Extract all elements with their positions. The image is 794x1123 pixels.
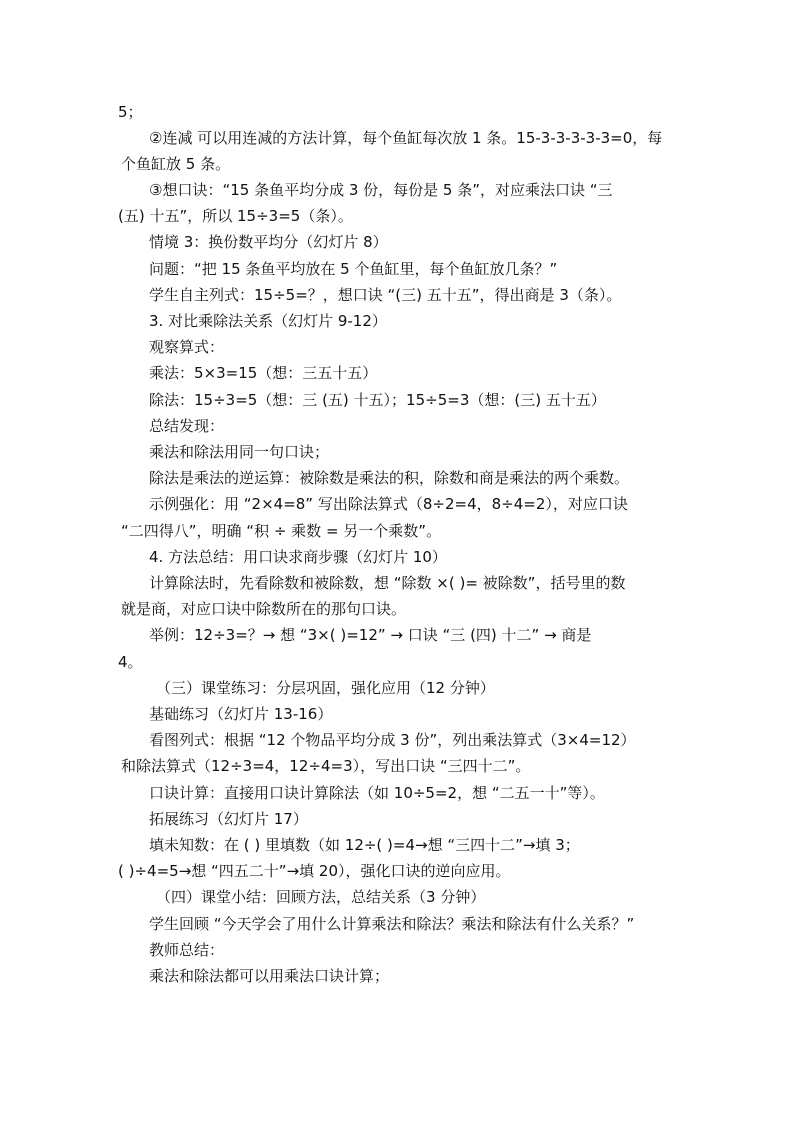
- text-line: 看图列式：根据 “12 个物品平均分成 3 份”，列出乘法算式（3×4=12）: [149, 731, 636, 749]
- text-line: 除法：15÷3=5（想：三 (五) 十五）；15÷5=3（想：(三) 五十五）: [149, 391, 606, 409]
- section-heading: 4. 方法总结：用口诀求商步骤（幻灯片 10）: [149, 548, 447, 566]
- text-line: 基础练习（幻灯片 13-16）: [149, 705, 333, 723]
- text-line: 和除法算式（12÷3=4，12÷4=3），写出口诀 “三四十二”。: [121, 757, 531, 775]
- text-line: 观察算式：: [149, 338, 225, 356]
- text-line: 填未知数：在 ( ) 里填数（如 12÷( )=4→想 “三四十二”→填 3；: [149, 836, 580, 854]
- text-line: 个鱼缸放 5 条。: [121, 155, 231, 173]
- text-line: ( )÷4=5→想 “四五二十”→填 20），强化口诀的逆向应用。: [118, 862, 511, 880]
- text-line: 5；: [118, 103, 143, 121]
- text-line: 学生自主列式：15÷5=？，想口诀 “(三) 五十五”，得出商是 3（条）。: [149, 286, 622, 304]
- section-heading: （四）课堂小结：回顾方法，总结关系（3 分钟）: [156, 888, 486, 906]
- text-line: 除法是乘法的逆运算：被除数是乘法的积，除数和商是乘法的两个乘数。: [149, 469, 630, 487]
- section-heading: （三）课堂练习：分层巩固，强化应用（12 分钟）: [156, 679, 495, 697]
- text-line: 教师总结：: [149, 941, 225, 959]
- text-line: “二四得八”，明确 “积 ÷ 乘数 = 另一个乘数”。: [121, 522, 442, 540]
- text-line: 4。: [118, 653, 143, 671]
- text-line: 示例强化：用 “2×4=8” 写出除法算式（8÷2=4，8÷4=2），对应口诀: [149, 495, 628, 513]
- text-line: 问题：“把 15 条鱼平均放在 5 个鱼缸里，每个鱼缸放几条？”: [149, 260, 558, 278]
- text-line: 拓展练习（幻灯片 17）: [149, 810, 308, 828]
- text-line: 总结发现：: [149, 417, 225, 435]
- text-line: 乘法和除法都可以用乘法口诀计算；: [149, 967, 390, 985]
- text-line: (五) 十五”，所以 15÷3=5（条）。: [118, 207, 353, 225]
- text-line: 情境 3：换份数平均分（幻灯片 8）: [149, 233, 388, 251]
- text-line: ③想口诀：“15 条鱼平均分成 3 份，每份是 5 条”，对应乘法口诀 “三: [149, 181, 613, 199]
- section-heading: 3. 对比乘除法关系（幻灯片 9-12）: [149, 312, 387, 330]
- text-line: 乘法和除法用同一句口诀；: [149, 443, 330, 461]
- text-line: ②连减 可以用连减的方法计算，每个鱼缸每次放 1 条。15-3-3-3-3-3=0，每: [149, 129, 663, 147]
- text-line: 学生回顾 “今天学会了用什么计算乘法和除法？乘法和除法有什么关系？”: [149, 915, 635, 933]
- text-line: 乘法：5×3=15（想：三五十五）: [149, 364, 378, 382]
- text-line: 计算除法时，先看除数和被除数，想 “除数 ×( )= 被除数”，括号里的数: [149, 574, 626, 592]
- text-line: 口诀计算：直接用口诀计算除法（如 10÷5=2，想 “二五一十”等）。: [149, 784, 605, 802]
- text-line: 就是商，对应口诀中除数所在的那句口诀。: [121, 600, 407, 618]
- text-line: 举例：12÷3=？→ 想 “3×( )=12” → 口诀 “三 (四) 十二” → 商是: [149, 626, 592, 644]
